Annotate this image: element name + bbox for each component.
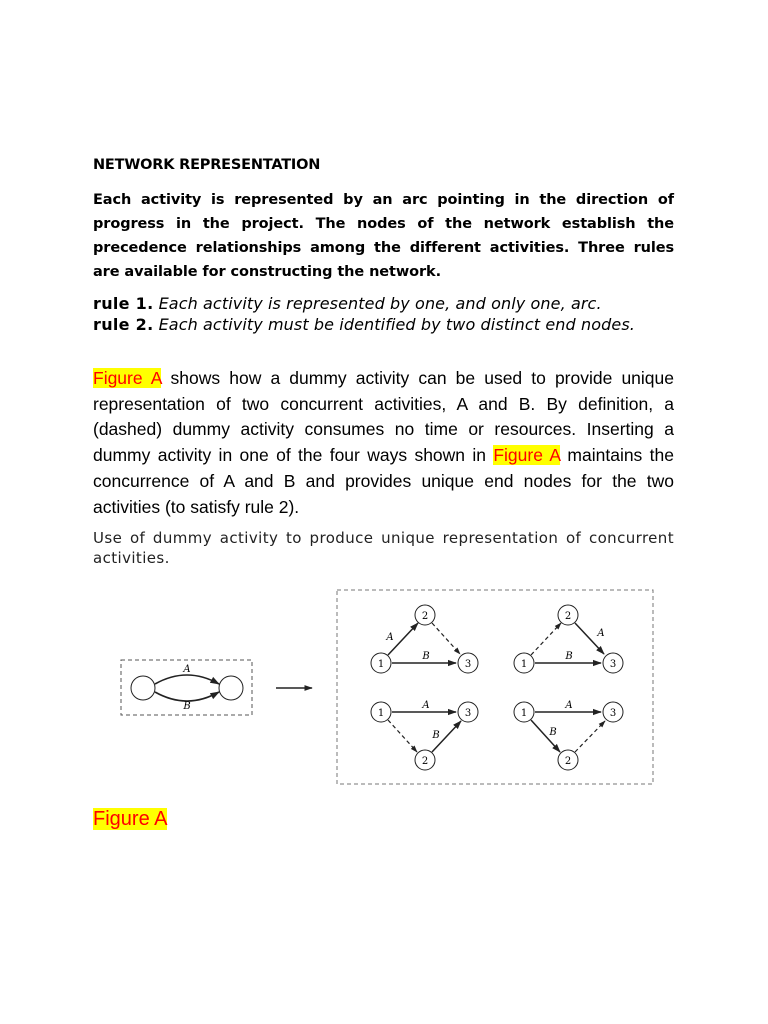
intro-paragraph: Each activity is represented by an arc pointing in the direction of progress in the project. The nodes of the network establish the precedence relationships among the different activities. Three rules are available for constructing the network. — [93, 192, 674, 280]
figure-reference: Figure A — [93, 368, 162, 388]
node-label: 3 — [464, 659, 472, 670]
arc-label: B — [565, 651, 573, 662]
arc-label: A — [386, 632, 394, 643]
arc-a-label: A — [183, 664, 191, 675]
original-network — [121, 660, 252, 715]
arc-b — [155, 692, 219, 701]
node-label: 2 — [421, 756, 429, 767]
body-text-part-2: maintains the concurrence of A and B and provides unique end nodes for the two activities (to satisfy rule 2). — [93, 445, 674, 517]
node-label: 3 — [609, 659, 617, 670]
figure-reference: Figure A — [493, 445, 561, 466]
variant-4 — [514, 700, 623, 770]
left-node-start — [131, 676, 155, 700]
variant-2 — [514, 605, 623, 673]
node-label: 2 — [564, 611, 572, 622]
arc-label: A — [565, 700, 573, 711]
node-label: 1 — [377, 708, 385, 719]
node-label: 2 — [421, 611, 429, 622]
node-label: 1 — [520, 659, 528, 670]
arc-a — [155, 675, 219, 684]
variant-3 — [371, 700, 478, 770]
right-dashed-box — [337, 590, 653, 784]
arc-label: B — [432, 730, 440, 741]
body-text-part-1: shows how a dummy activity can be used to provide unique representation of two concurrent activities, A and B. By definition, a (dashed) dummy activity consumes no time or resources. Inserting a dummy activity in one of the four ways shown in — [93, 368, 674, 466]
section-heading: NETWORK REPRESENTATION — [93, 157, 321, 173]
rule-1-text: Each activity is represented by one, and only one, arc. — [158, 294, 602, 313]
rule-1-label: rule 1. — [93, 294, 154, 313]
arc-label: B — [549, 727, 557, 738]
node-label: 2 — [564, 756, 572, 767]
arc-label: B — [422, 651, 430, 662]
node-label: 1 — [377, 659, 385, 670]
node-label: 3 — [464, 708, 472, 719]
node-label: 1 — [520, 708, 528, 719]
rule-2-text: Each activity must be identified by two distinct end nodes. — [158, 315, 635, 334]
arc-b-label: B — [183, 701, 191, 712]
variant-1 — [371, 605, 478, 673]
arc-label: A — [597, 628, 605, 639]
figure-caption: Use of dummy activity to produce unique representation of concurrent activities. — [93, 529, 674, 567]
left-node-end — [219, 676, 243, 700]
rule-2-label: rule 2. — [93, 315, 154, 334]
figure-title-text: Figure A — [93, 808, 168, 830]
node-label: 3 — [609, 708, 617, 719]
arc-label: A — [422, 700, 430, 711]
